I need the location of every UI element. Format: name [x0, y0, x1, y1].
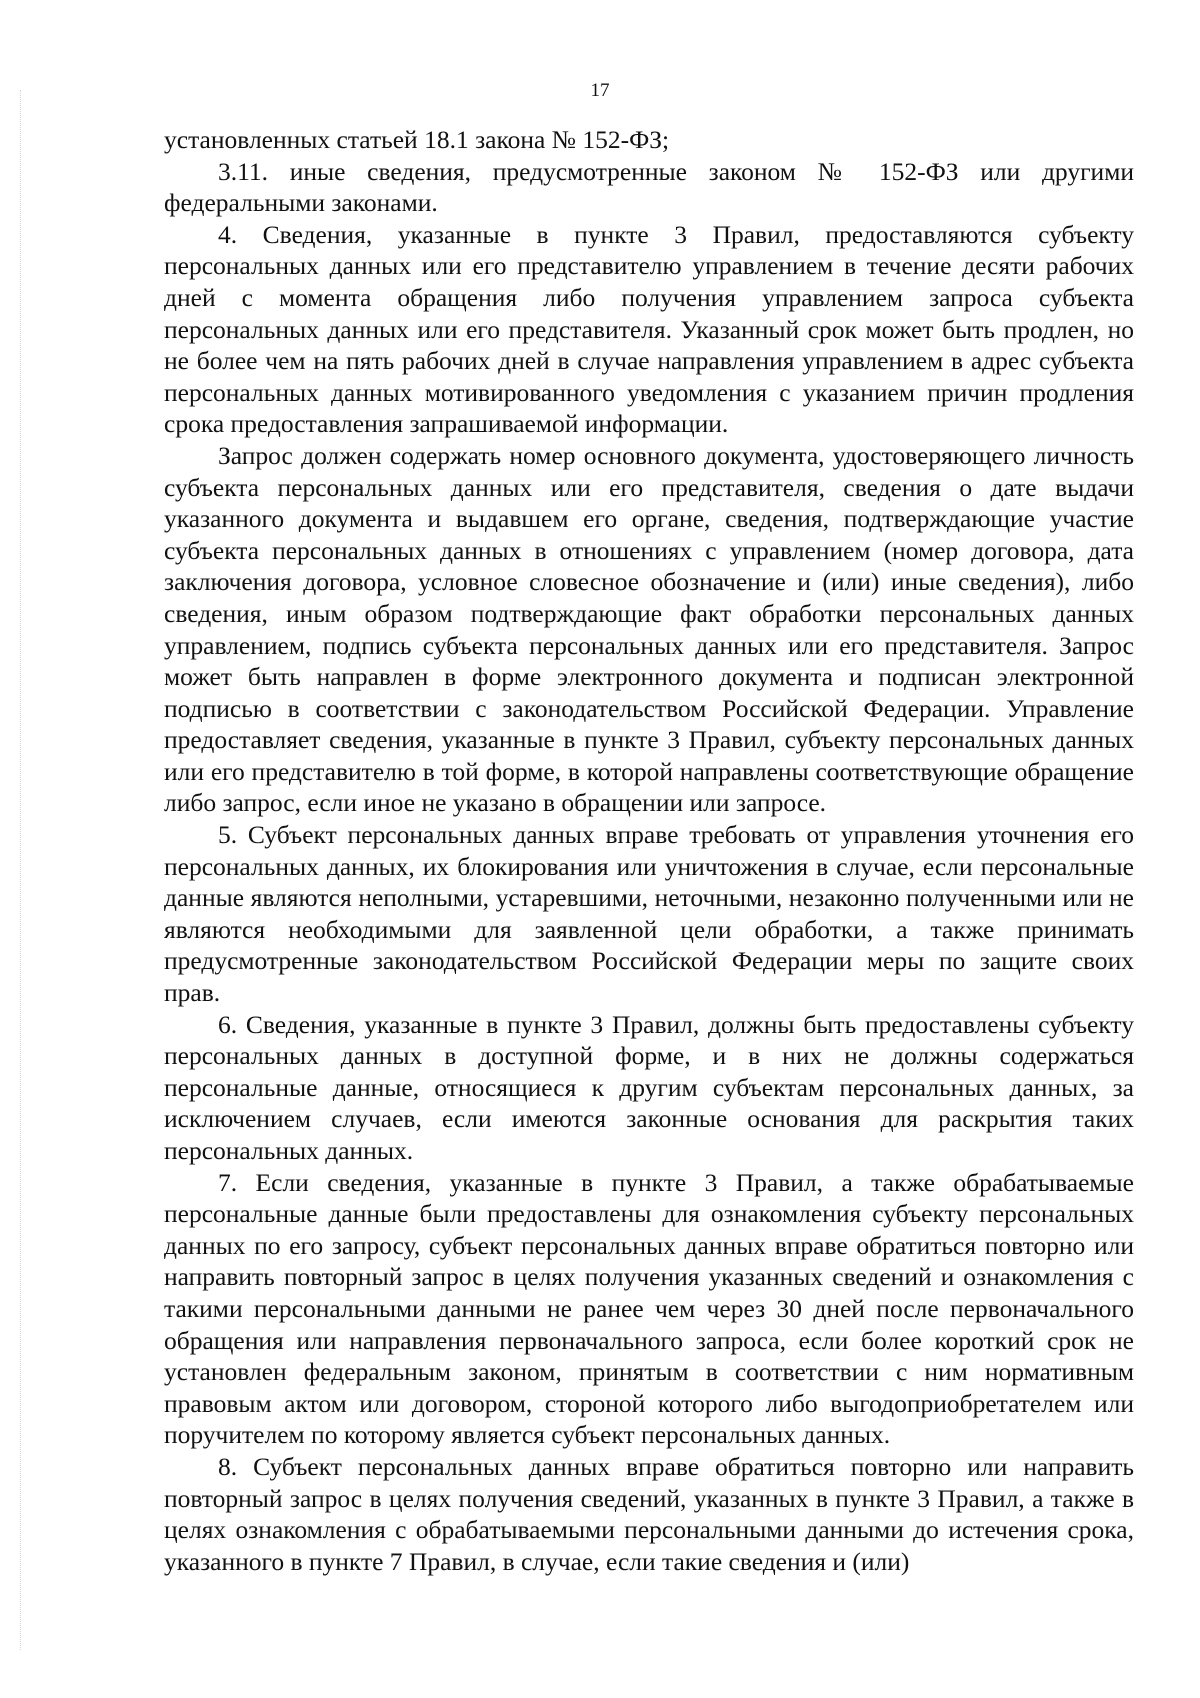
paragraph-7: 7. Если сведения, указанные в пункте 3 Правил, а также обрабатываемые персональные данные были предоставлены для ознакомления субъекту персональных данных по его запросу, субъект персональных данных вправе обратиться повторно или направить повторный запрос в целях получения указанных сведений и ознакомления с такими персональными данными не ранее чем через 30 дней после первоначального обращения или направления первоначального запроса, если более короткий срок не установлен федеральным законом, принятым в соответствии с ним нормативным правовым актом или договором, стороной которого либо выгодоприобретателем или поручителем по которому является субъект персональных данных.: [164, 1167, 1134, 1450]
paragraph-4: 4. Сведения, указанные в пункте 3 Правил, предоставляются субъекту персональных данных или его представителю управлением в течение десяти рабочих дней с момента обращения либо получения управлением запроса субъекта персональных данных или его представителя. Указанный срок может быть продлен, но не более чем на пять рабочих дней в случае направления управлением в адрес субъекта персональных данных мотивированного уведомления с указанием причин продления срока предоставления запрашиваемой информации.: [164, 219, 1134, 439]
scan-margin-strip: [20, 90, 21, 1650]
paragraph-6: 6. Сведения, указанные в пункте 3 Правил, должны быть предоставлены субъекту персональных данных в доступной форме, и в них не должны содержаться персональные данные, относящиеся к другим субъектам персональных данных, за исключением случаев, если имеются законные основания для раскрытия таких персональных данных.: [164, 1009, 1134, 1165]
document-body: [164, 124, 1134, 1577]
paragraph-3-11: 3.11. иные сведения, предусмотренные законом № 152-ФЗ или другими федеральными законами.: [164, 156, 1134, 218]
paragraph-continuation: установленных статьей 18.1 закона № 152-ФЗ;: [164, 125, 670, 154]
paragraph-5: 5. Субъект персональных данных вправе требовать от управления уточнения его персональных данных, их блокирования или уничтожения в случае, если персональные данные являются неполными, устаревшими, неточными, незаконно полученными или не являются необходимыми для заявленной цели обработки, а также принимать предусмотренные законодательством Российской Федерации меры по защите своих прав.: [164, 820, 1134, 1008]
paragraph-8: 8. Субъект персональных данных вправе обратиться повторно или направить повторный запрос в целях получения сведений, указанных в пункте 3 Правил, а также в целях ознакомления с обрабатываемыми персональными данными до истечения срока, указанного в пункте 7 Правил, в случае, если такие сведения и (или): [164, 1451, 1134, 1576]
page-number: 17: [590, 80, 610, 101]
paragraph-request-requirements: Запрос должен содержать номер основного документа, удостоверяющего личность субъекта персональных данных или его представителя, сведения о дате выдачи указанного документа и выдавшем его органе, сведения, подтверждающие участие субъекта персональных данных в отношениях с управлением (номер договора, дата заключения договора, условное словесное обозначение и (или) иные сведения), либо сведения, иным образом подтверждающие факт обработки персональных данных управлением, подпись субъекта персональных данных или его представителя. Запрос может быть направлен в форме электронного документа и подписан электронной подписью в соответствии с законодательством Российской Федерации. Управление предоставляет сведения, указанные в пункте 3 Правил, субъекту персональных данных или его представителю в той форме, в которой направлены соответствующие обращение либо запрос, если иное не указано в обращении или запросе.: [164, 440, 1134, 818]
